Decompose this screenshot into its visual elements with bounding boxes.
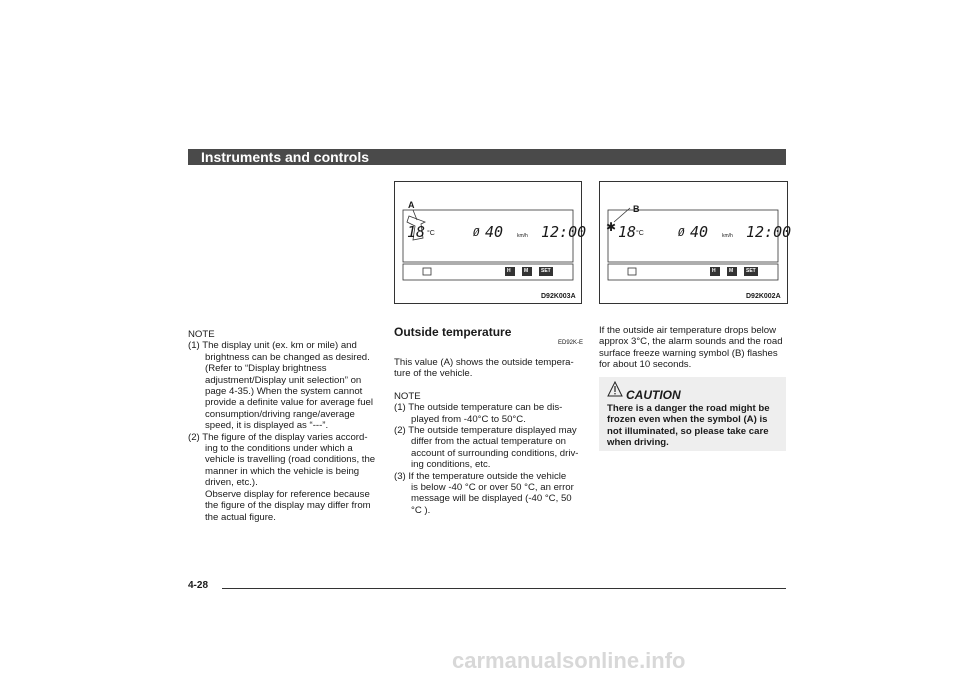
footer-divider [222,588,786,589]
caution-line: when driving. [607,437,669,449]
caution-box [599,377,786,451]
snowflake-icon: ✱ [606,220,617,234]
figure-display-b [599,181,792,304]
display-illustration-a [395,182,581,303]
caution-text [607,403,785,449]
caution-line: There is a danger the road might be [607,403,770,414]
note-line: driven, etc.). [205,477,258,489]
left-note [188,329,377,523]
m-button: M [524,268,529,274]
para-line: approx 3°C, the alarm sounds and the road [599,336,783,348]
page-number: 4-28 [188,580,209,591]
para-line: surface freeze warning symbol (B) flashes [599,347,778,359]
note-item-1: (1) The outside temperature can be dis- [394,402,563,414]
speed-reading: 40 [485,223,504,241]
figure-code: D92K003A [541,293,576,300]
note-item-1: (1) The display unit (ex. km or mile) and [188,340,357,352]
note-line: provide a definite value for average fuel [205,397,373,409]
note-line: ing conditions, etc. [411,459,491,471]
para-line: for about 10 seconds. [599,359,692,371]
intro-line: This value (A) shows the outside tempera- [394,357,574,368]
clock-reading: 12:00 [746,223,792,241]
note-line: Observe display for reference because [205,488,370,500]
display-illustration-b [600,182,787,303]
temp-reading: 18 [407,223,426,241]
note-line: adjustment/Display unit selection” on [205,374,362,386]
clock-reading: 12:00 [541,223,587,241]
speed-unit: km/h [722,233,733,239]
note-line: played from -40°C to 50°C. [411,413,526,425]
h-button: H [507,268,511,274]
para-line: If the outside air temperature drops below [599,325,777,336]
caution-title: CAUTION [626,388,681,402]
h-button: H [712,268,716,274]
temp-unit: °C [636,230,644,237]
note-line: °C ). [411,504,431,516]
note-line: (Refer to “Display brightness [205,363,327,375]
note-line: manner in which the vehicle is being [205,465,360,477]
temp-unit: °C [427,230,435,237]
set-button: SET [746,268,756,274]
note-line: consumption/driving range/average [205,408,355,420]
note-heading: NOTE [188,329,215,340]
figure-code: D92K002A [746,293,781,300]
temp-reading: 18 [618,223,637,241]
watermark: carmanualsonline.info [452,648,686,673]
figure-display-a [394,181,587,304]
speed-reading: 40 [690,223,709,241]
note-line: vehicle is travelling (road conditions, the [205,454,376,466]
section-code: ED92K-E [558,340,584,346]
section-header-title: Instruments and controls [201,149,370,165]
m-button: M [729,268,734,274]
note-line: is below -40 °C or over 50 °C, an error [411,482,574,494]
note-line: message will be displayed (-40 °C, 50 [411,493,572,505]
caution-line: frozen even when the symbol (A) is [607,414,768,426]
note-item-2: (2) The outside temperature displayed may [394,425,577,437]
note-line: differ from the actual temperature on [411,436,567,448]
note-item-2: (2) The figure of the display varies accord- [188,431,368,443]
callout-b: B [633,204,640,214]
right-text [599,325,787,371]
callout-a: A [408,200,415,210]
note-line: the figure of the display may differ from [205,500,371,512]
set-button: SET [541,268,551,274]
note-line: brightness can be changed as desired. [205,351,370,363]
note-line: speed, it is displayed as “---”. [205,420,329,432]
warning-icon [607,381,623,397]
note-heading: NOTE [394,390,421,402]
section-title: Outside temperature [394,325,512,339]
intro-line: ture of the vehicle. [394,368,473,380]
note-line: account of surrounding conditions, driv- [411,447,579,459]
note-line: the actual figure. [205,511,276,523]
middle-text [394,357,584,516]
note-line: page 4-35.) When the system cannot [205,386,363,398]
note-line: ing to the conditions under which a [205,443,353,455]
fuel-icon: Ø [473,226,480,239]
fuel-icon: Ø [678,226,685,239]
caution-line: not illuminated, so please take care [607,425,769,437]
speed-unit: km/h [517,233,528,239]
note-item-3: (3) If the temperature outside the vehicle [394,470,567,482]
